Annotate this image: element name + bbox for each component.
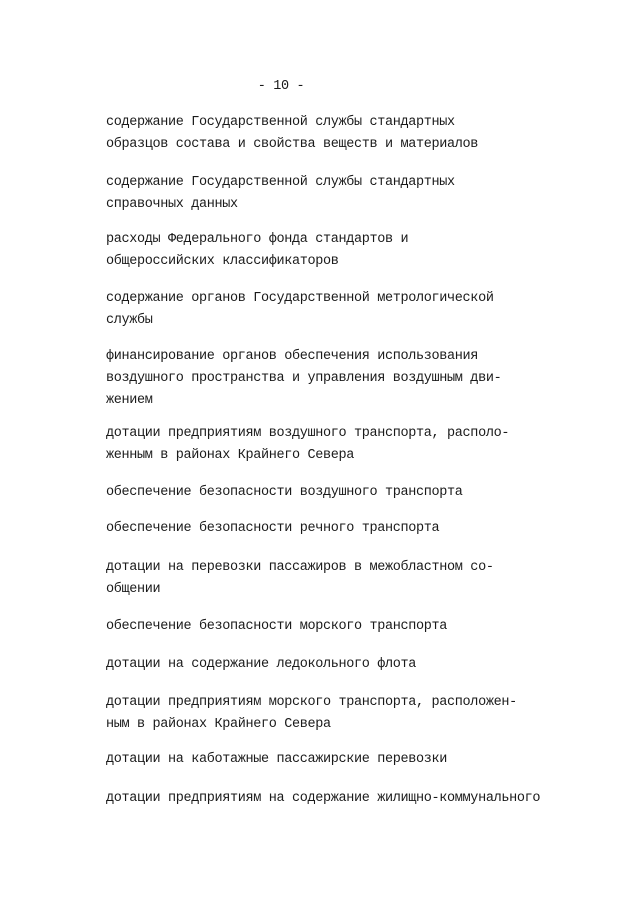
list-item — [106, 654, 416, 676]
list-item — [106, 346, 501, 412]
list-item — [106, 172, 455, 216]
list-item — [106, 518, 439, 540]
list-item — [106, 482, 463, 504]
entry-line: общении — [106, 582, 161, 597]
entry-line: расходы Федерального фонда стандартов и — [106, 232, 409, 247]
entry-line: дотации на каботажные пассажирские перевозки — [106, 752, 448, 767]
entry-line: общероссийских классификаторов — [106, 254, 339, 269]
entry-line: справочных данных — [106, 197, 238, 212]
list-item — [106, 423, 509, 467]
entry-line: дотации предприятиям на содержание жилищно-коммунального — [106, 791, 541, 806]
entry-line: финансирование органов обеспечения использования — [106, 349, 479, 364]
entry-line: женным в районах Крайнего Севера — [106, 448, 355, 463]
entry-line: дотации предприятиям воздушного транспорта, располо- — [106, 426, 510, 441]
list-item — [106, 288, 494, 332]
list-item — [106, 616, 447, 638]
list-item — [106, 112, 478, 156]
list-item — [106, 557, 494, 601]
list-item — [106, 229, 408, 273]
entry-line: дотации предприятиям морского транспорта, расположен- — [106, 695, 517, 710]
entry-line: содержание Государственной службы стандартных — [106, 115, 455, 130]
entry-line: содержание органов Государственной метрологической — [106, 291, 494, 306]
entry-line: обеспечение безопасности морского транспорта — [106, 619, 448, 634]
entry-line: дотации на перевозки пассажиров в межобластном со- — [106, 560, 494, 575]
list-item — [106, 788, 540, 810]
entry-line: обеспечение безопасности воздушного транспорта — [106, 485, 463, 500]
entry-line: службы — [106, 313, 153, 328]
entry-line: дотации на содержание ледокольного флота — [106, 657, 417, 672]
entry-line: содержание Государственной службы стандартных — [106, 175, 455, 190]
entry-line: ным в районах Крайнего Севера — [106, 717, 331, 732]
list-item — [106, 749, 447, 771]
entry-line: обеспечение безопасности речного транспорта — [106, 521, 440, 536]
entry-line: воздушного пространства и управления воздушным дви- — [106, 371, 502, 386]
entry-line: образцов состава и свойства веществ и материалов — [106, 137, 479, 152]
entry-line: жением — [106, 393, 153, 408]
list-item — [106, 692, 517, 736]
page-number: - 10 - — [257, 79, 305, 94]
